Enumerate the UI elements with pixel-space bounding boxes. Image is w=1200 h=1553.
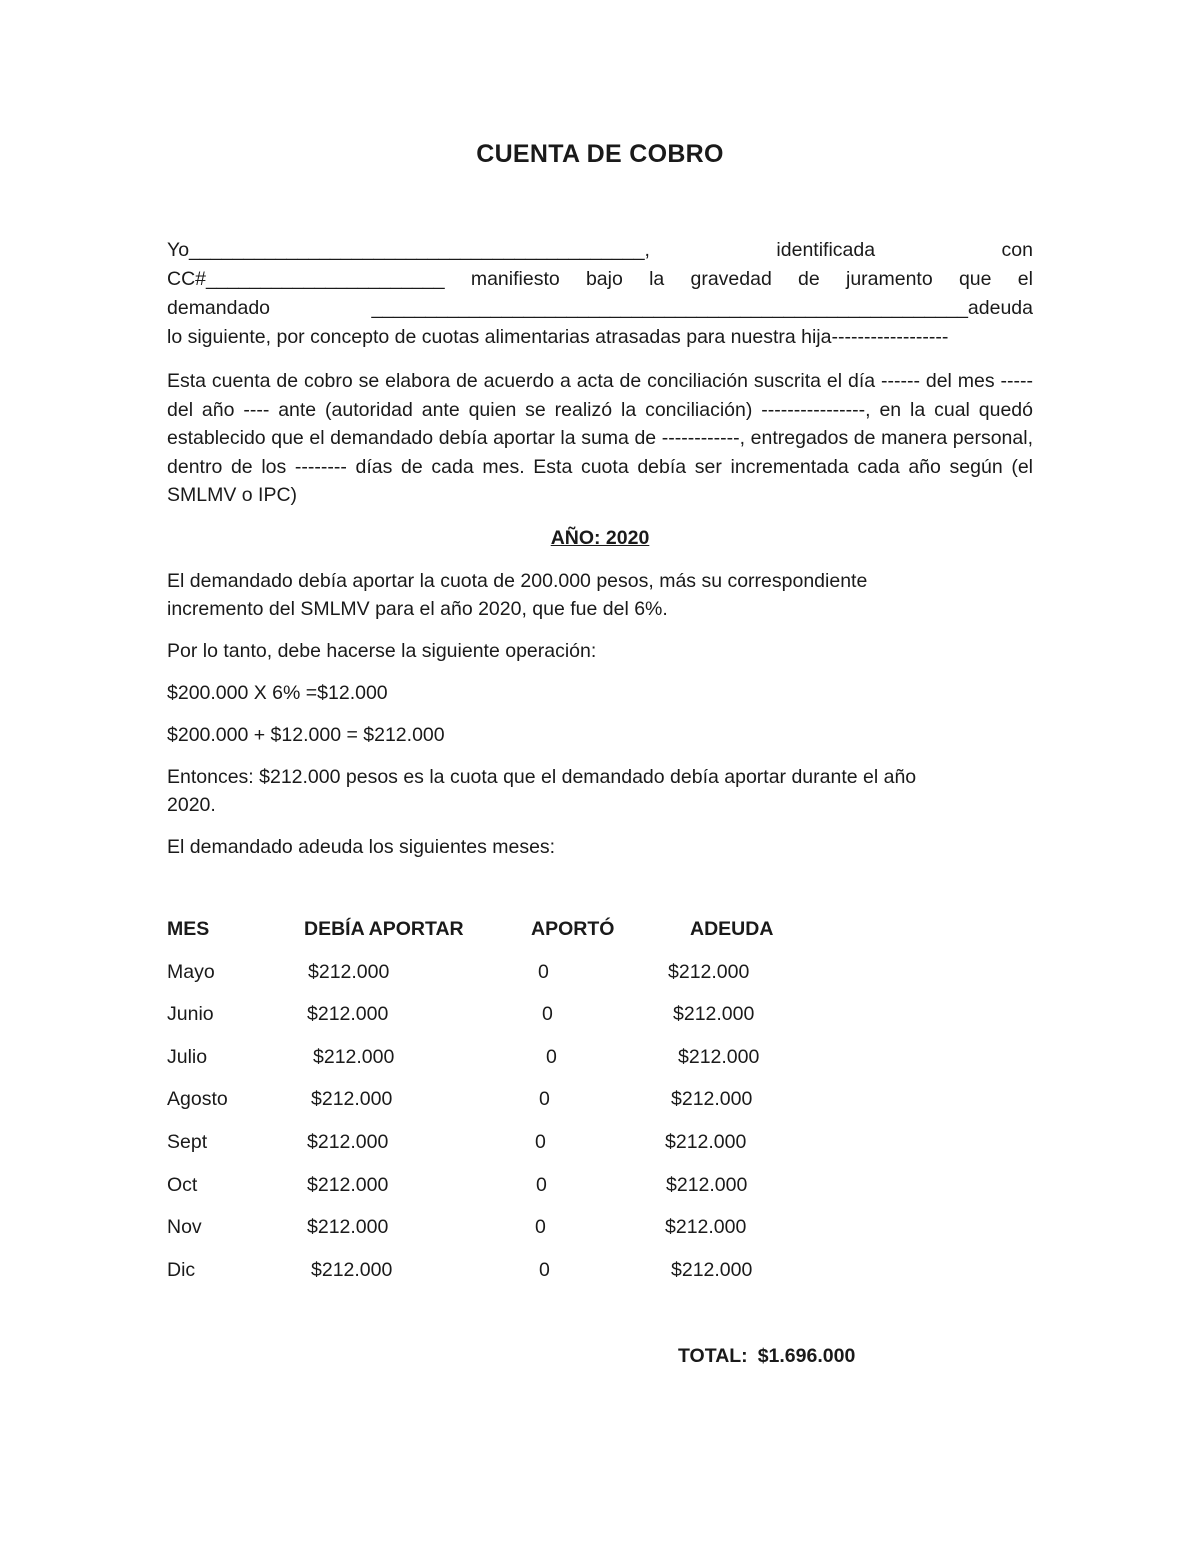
table-cell-owed: $212.000: [678, 1046, 760, 1068]
intro-word: gravedad: [690, 268, 772, 290]
table-cell-due: $212.000: [308, 961, 390, 983]
intro-line-1: [167, 236, 1033, 265]
intro-word: de: [798, 268, 820, 290]
table-cell-due: $212.000: [311, 1259, 393, 1281]
months-intro: El demandado adeuda los siguientes meses:: [167, 836, 556, 858]
total-line: [678, 1345, 855, 1368]
total-label: TOTAL:: [678, 1345, 748, 1367]
intro-word: CC#______________________: [167, 268, 445, 290]
table-cell-paid: 0: [542, 1003, 553, 1025]
intro-word: el: [1017, 268, 1033, 290]
table-cell-paid: 0: [538, 961, 549, 983]
table-cell-due: $212.000: [307, 1003, 389, 1025]
operation-2: $200.000 + $12.000 = $212.000: [167, 724, 445, 746]
table-header-aporto: APORTÓ: [531, 918, 615, 940]
quota-line-1: El demandado debía aportar la cuota de 200.000 pesos, más su correspondiente: [167, 570, 868, 592]
table-cell-paid: 0: [546, 1046, 557, 1068]
quota-line-2: incremento del SMLMV para el año 2020, que fue del 6%.: [167, 598, 668, 620]
table-cell-due: $212.000: [311, 1088, 393, 1110]
intro-line-2: [167, 265, 1033, 294]
table-cell-paid: 0: [536, 1174, 547, 1196]
table-cell-month: Junio: [167, 1003, 214, 1025]
operation-intro: Por lo tanto, debe hacerse la siguiente operación:: [167, 640, 597, 662]
table-cell-month: Nov: [167, 1216, 202, 1238]
total-value: $1.696.000: [757, 1345, 856, 1367]
table-cell-paid: 0: [535, 1131, 546, 1153]
table-cell-month: Julio: [167, 1046, 208, 1068]
intro-word: la: [649, 268, 665, 290]
operation-1: $200.000 X 6% =$12.000: [167, 682, 388, 704]
intro-block: [167, 236, 1033, 352]
intro-word: bajo: [585, 268, 623, 290]
intro-word: con: [1001, 239, 1033, 261]
table-cell-owed: $212.000: [671, 1259, 753, 1281]
document-title: CUENTA DE COBRO: [476, 140, 724, 168]
table-cell-due: $212.000: [307, 1131, 389, 1153]
intro-word: _______________________________________________________adeuda: [371, 297, 1033, 319]
intro-word: juramento: [845, 268, 933, 290]
table-cell-month: Dic: [167, 1259, 196, 1281]
table-cell-due: $212.000: [307, 1216, 389, 1238]
intro-line-4: lo siguiente, por concepto de cuotas alimentarias atrasadas para nuestra hija------------------: [167, 326, 949, 348]
table-cell-due: $212.000: [313, 1046, 395, 1068]
conclusion-line-2: 2020.: [167, 794, 216, 816]
table-cell-month: Agosto: [167, 1088, 228, 1110]
table-header-adeuda: ADEUDA: [690, 918, 774, 940]
intro-word: manifiesto: [470, 268, 560, 290]
table-cell-month: Mayo: [167, 961, 215, 983]
table-cell-month: Sept: [167, 1131, 208, 1153]
table-cell-month: Oct: [167, 1174, 198, 1196]
intro-word: Yo__________________________________________,: [167, 239, 650, 261]
table-cell-owed: $212.000: [671, 1088, 753, 1110]
intro-line-3: [167, 294, 1033, 323]
table-cell-due: $212.000: [307, 1174, 389, 1196]
table-cell-owed: $212.000: [668, 961, 750, 983]
table-cell-paid: 0: [535, 1216, 546, 1238]
table-cell-owed: $212.000: [666, 1174, 748, 1196]
table-header-mes: MES: [167, 918, 210, 940]
intro-word: que: [958, 268, 992, 290]
table-cell-owed: $212.000: [665, 1131, 747, 1153]
table-header-debia: DEBÍA APORTAR: [304, 918, 464, 940]
table-cell-owed: $212.000: [673, 1003, 755, 1025]
table-cell-paid: 0: [539, 1259, 550, 1281]
year-heading: AÑO: 2020: [550, 527, 650, 549]
conclusion-line-1: Entonces: $212.000 pesos es la cuota que el demandado debía aportar durante el año: [167, 766, 917, 788]
table-cell-paid: 0: [539, 1088, 550, 1110]
table-cell-owed: $212.000: [665, 1216, 747, 1238]
intro-word: identificada: [776, 239, 876, 261]
intro-word: demandado: [167, 297, 271, 319]
conciliation-paragraph: Esta cuenta de cobro se elabora de acuerdo a acta de conciliación suscrita el día ------ del mes -----del año ---- ante (autoridad ante quien se realizó la conciliación) ----------------, en la cual quedó establecido que el demandado debía aportar la suma de ------------, entregados de manera personal, dentro de los -------- días de cada mes. Esta cuota debía ser incrementada cada año según (el SMLMV o IPC): [167, 370, 1033, 506]
